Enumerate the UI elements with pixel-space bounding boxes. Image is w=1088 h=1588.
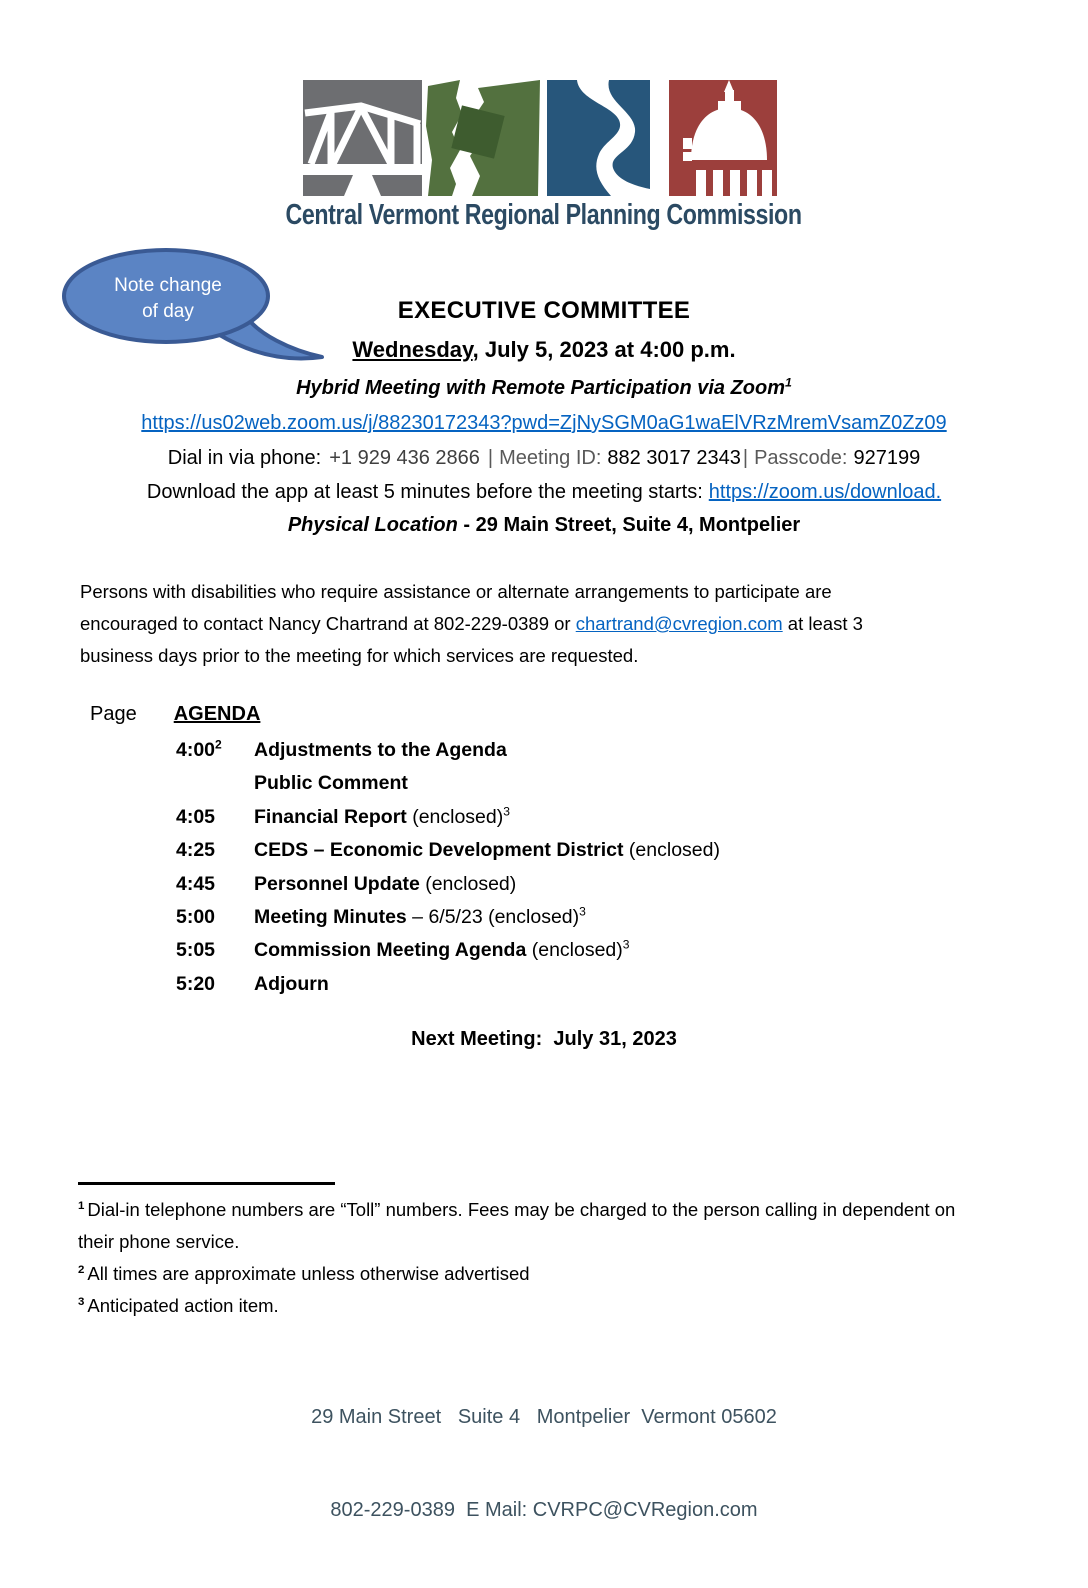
zoom-meeting-link[interactable]: https://us02web.zoom.us/j/88230172343?pwd=ZjNySGM0aG1waElVRzMremVsamZ0Zz09 bbox=[141, 412, 947, 434]
next-meeting-line: Next Meeting: July 31, 2023 bbox=[411, 1028, 677, 1050]
zoom-download-link[interactable]: https://zoom.us/download. bbox=[708, 481, 942, 503]
agenda-entry: Public Comment bbox=[254, 772, 408, 795]
dial-label: Dial in via phone: bbox=[167, 447, 322, 469]
agenda-time: 5:00 bbox=[176, 906, 216, 929]
dial-in-line: Dial in via phone: +1 929 436 2866 | Meeting ID: 882 3017 2343 | Passcode: 927199 bbox=[167, 447, 921, 469]
footer-contact: 802-229-0389 E Mail: CVRPC@CVRegion.com bbox=[330, 1499, 758, 1521]
river-icon bbox=[547, 80, 650, 196]
page-column-label: Page bbox=[90, 703, 137, 725]
footer-address: 29 Main Street Suite 4 Montpelier Vermont 05602 bbox=[311, 1406, 777, 1428]
agenda-item bbox=[176, 767, 720, 800]
passcode-label: Passcode: bbox=[754, 447, 848, 469]
agenda-time: 4:25 bbox=[176, 839, 216, 862]
note-callout-text: Note change of day bbox=[114, 275, 222, 322]
agenda-item bbox=[176, 801, 720, 834]
passcode: 927199 bbox=[853, 447, 921, 469]
footnotes bbox=[78, 1194, 978, 1322]
agenda-item bbox=[176, 901, 720, 934]
agenda-heading: AGENDA bbox=[173, 703, 261, 725]
agenda-time: 5:05 bbox=[176, 939, 216, 962]
agenda-item bbox=[176, 934, 720, 967]
agenda-time: 5:20 bbox=[176, 972, 216, 995]
footnote: $^1$ Dial-in telephone numbers are “Toll” numbers. Fees may be charged to the person calling in dependent on their phone service. bbox=[78, 1199, 956, 1252]
zoom-link-line bbox=[0, 412, 1088, 435]
physical-location-line: Physical Location - 29 Main Street, Suite 4, Montpelier bbox=[287, 514, 801, 536]
agenda-item bbox=[176, 868, 720, 901]
agenda-entry: Adjustments to the Agenda bbox=[254, 739, 507, 761]
phone-number: +1 929 436 2866 bbox=[329, 447, 480, 469]
agenda-item bbox=[176, 968, 720, 1001]
accessibility-paragraph: Persons with disabilities who require assistance or alternate arrangements to participate are encouraged to contact Nancy Chartrand at 802-229-0389 or chartrand@cvregion.com at least 3 business days prior to the meeting for which services are requested. bbox=[80, 581, 869, 666]
meeting-date: Wednesday, July 5, 2023 at 4:00 p.m. bbox=[352, 337, 736, 362]
vermont-state-icon bbox=[426, 80, 540, 196]
agenda-time bbox=[176, 767, 254, 800]
agenda-entry: CEDS – Economic Development District (enclosed) bbox=[254, 839, 720, 862]
agenda-entry: Meeting Minutes – 6/5/23 (enclosed)$^3$ bbox=[254, 904, 586, 929]
agenda-list bbox=[176, 734, 720, 1001]
agenda-item bbox=[176, 734, 720, 767]
agenda-entry: Personnel Update (enclosed) bbox=[254, 872, 517, 895]
hybrid-meeting-line: Hybrid Meeting with Remote Participation via Zoom$^1$ bbox=[296, 375, 792, 399]
meeting-id: 882 3017 2343 bbox=[607, 447, 741, 469]
location-label: Physical Location bbox=[287, 514, 458, 536]
contact-email-link[interactable]: chartrand@cvregion.com bbox=[575, 613, 783, 634]
date-day-underlined: Wednesday bbox=[352, 337, 473, 362]
agenda-time: 4:45 bbox=[176, 872, 216, 895]
document-footer bbox=[0, 1340, 1088, 1588]
capitol-dome-icon bbox=[669, 80, 777, 196]
download-line: Download the app at least 5 minutes before the meeting starts: https://zoom.us/download. bbox=[146, 481, 942, 503]
meeting-id-label: Meeting ID: bbox=[499, 447, 602, 469]
agenda-entry: Adjourn bbox=[254, 972, 329, 995]
footnote-ref-1: 1 bbox=[785, 375, 792, 390]
agenda-time: 4:05 bbox=[176, 805, 216, 828]
footnote: $^3$ Anticipated action item. bbox=[78, 1295, 279, 1316]
agenda-entry: Financial Report (enclosed)$^3$ bbox=[254, 804, 510, 828]
agenda-entry: Commission Meeting Agenda (enclosed)$^3$ bbox=[254, 937, 630, 962]
bridge-icon bbox=[303, 80, 422, 196]
logo-wordmark: Central Vermont Regional Planning Commission bbox=[285, 199, 803, 231]
agenda-item bbox=[176, 834, 720, 867]
footnote-separator bbox=[78, 1182, 335, 1185]
agenda-header bbox=[90, 703, 260, 726]
cvrpc-logo bbox=[303, 80, 785, 198]
agenda-time: $4:00^2$ bbox=[176, 737, 222, 761]
footnote: $^2$ All times are approximate unless otherwise advertised bbox=[78, 1263, 530, 1284]
page-title: EXECUTIVE COMMITTEE bbox=[397, 297, 691, 324]
